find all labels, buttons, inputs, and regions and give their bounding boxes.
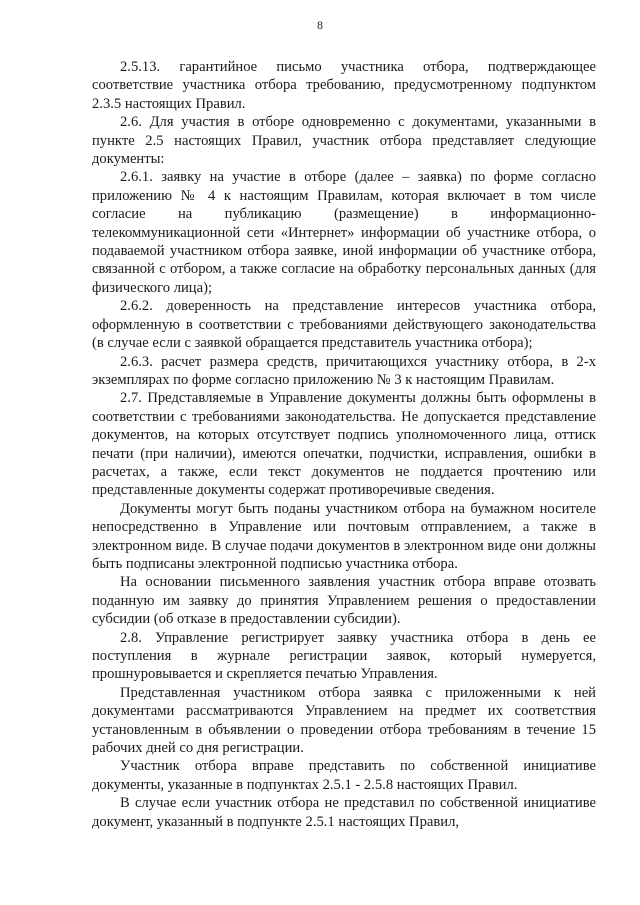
paragraph-2-7: 2.7. Представляемые в Управление документы должны быть оформлены в соответствии с требованиями законодательства. Не допускается представление документов, на которых отсутствует подпись уполномоченного лица, оттиск печати (при наличии), имеются опечатки, подчистки, исправления, ошибки в расчетах, а также, если текст документов не поддается прочтению или представленные документы содержат противоречивые сведения. (92, 390, 596, 499)
page-number: 8 (317, 18, 323, 32)
paragraph-2-6-3: 2.6.3. расчет размера средств, причитающихся участнику отбора, в 2-х экземплярах по форме согласно приложению № 3 к настоящим Правилам. (92, 353, 596, 388)
paragraph-2-6: 2.6. Для участия в отборе одновременно с документами, указанными в пункте 2.5 настоящих Правил, участник отбора представляет следующие документы: (92, 114, 596, 168)
paragraph-2-8: 2.8. Управление регистрирует заявку участника отбора в день ее поступления в журнале регистрации заявок, который нумеруется, прошнуровывается и скрепляется печатью Управления. (92, 629, 596, 683)
paragraph-2-6-1: 2.6.1. заявку на участие в отборе (далее – заявка) по форме согласно приложению № 4 к настоящим Правилам, которая включает в том числе согласие на публикацию (размещение) в информационно-телекоммуникационной сети «Интернет» информации об участнике отбора, о подаваемой участником отбора заявке, иной информации об участнике отбора, связанной с отбором, а также согласие на обработку персональных данных (для физического лица); (92, 169, 596, 296)
paragraph-2-6-2: 2.6.2. доверенность на представление интересов участника отбора, оформленную в соответствии с требованиями действующего законодательства (в случае если с заявкой обращается представитель участника отбора); (92, 298, 596, 352)
document-body (92, 58, 596, 831)
paragraph-2-5-13: 2.5.13. гарантийное письмо участника отбора, подтверждающее соответствие участника отбора требованию, предусмотренному подпунктом 2.3.5 настоящих Правил. (92, 59, 596, 112)
paragraph-submission: Документы могут быть поданы участником отбора на бумажном носителе непосредственно в Управление или почтовым отправлением, а также в электронном виде. В случае подачи документов в электронном виде они должны быть подписаны электронной подписью участника отбора. (92, 500, 596, 572)
paragraph-review: Представленная участником отбора заявка с приложенными к ней документами рассматриваются Управлением на предмет их соответствия установленным в объявлении о проведении отбора требованиям в течение 15 рабочих дней со дня регистрации. (92, 684, 596, 757)
paragraph-not-submitted: В случае если участник отбора не представил по собственной инициативе документ, указанный в подпункте 2.5.1 настоящих Правил, (92, 795, 596, 830)
paragraph-own-initiative: Участник отбора вправе представить по собственной инициативе документы, указанные в подпунктах 2.5.1 - 2.5.8 настоящих Правил. (92, 758, 596, 793)
paragraph-withdrawal: На основании письменного заявления участник отбора вправе отозвать поданную им заявку до принятия Управлением решения о предоставлении субсидии (об отказе в предоставлении субсидии). (92, 574, 596, 628)
